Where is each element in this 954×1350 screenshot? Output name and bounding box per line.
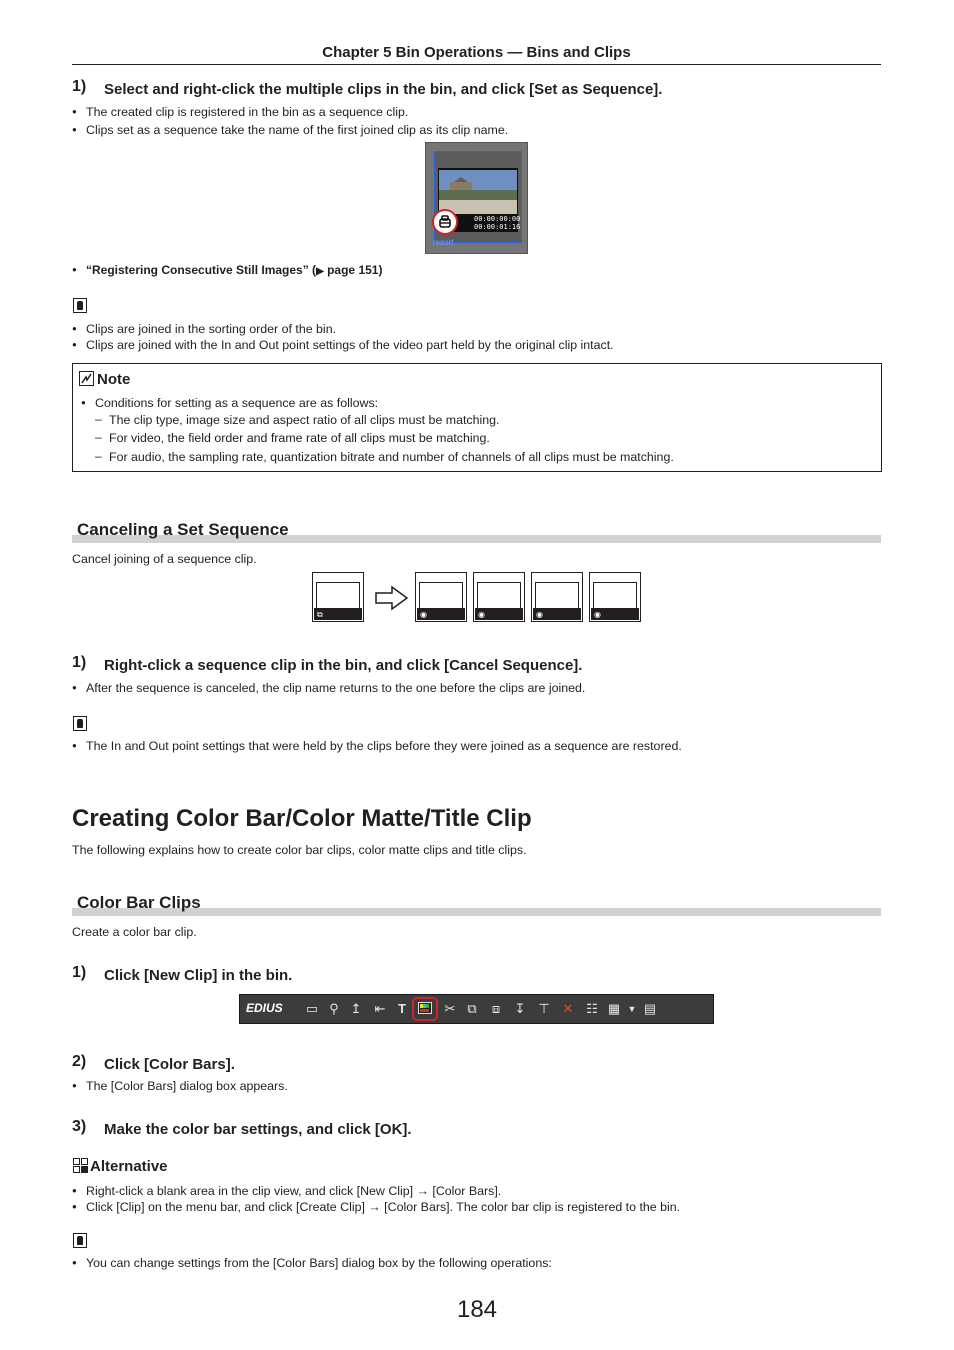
reference-page[interactable]: page 151): [323, 263, 383, 277]
new-clip-icon: [418, 1002, 432, 1014]
page-number: 184: [456, 1296, 498, 1323]
properties-icon[interactable]: ☷: [586, 1001, 598, 1016]
reference-link-text[interactable]: “Registering Consecutive Still Images” (: [86, 263, 317, 277]
note-dash-item: – For audio, the sampling rate, quantization bitrate and number of channels of all clips must be matching.: [95, 450, 674, 464]
new-clip-button[interactable]: [412, 997, 438, 1021]
step-text: Click [New Clip] in the bin.: [104, 967, 293, 984]
bullet-item: ● Clips are joined in the sorting order of the bin.: [72, 321, 336, 337]
sequence-clip-icon: [438, 215, 452, 229]
section-intro: Cancel joining of a sequence clip.: [72, 552, 257, 566]
up-folder-icon[interactable]: ↥: [350, 1001, 362, 1016]
reference-link[interactable]: [72, 262, 382, 280]
timecode-duration: 00:00:01:16: [474, 223, 521, 231]
step-number: 1): [72, 654, 87, 671]
sequence-clip-thumbnail: [312, 572, 364, 622]
bullet-item: ● The [Color Bars] dialog box appears.: [72, 1078, 288, 1094]
bullet-item: ● You can change settings from the [Color Bars] dialog box by the following operations:: [72, 1255, 552, 1271]
camera-icon: ◉: [594, 610, 601, 619]
note-box: [72, 363, 882, 472]
sequence-icon: ⧉: [317, 610, 323, 619]
bin-window-icon[interactable]: ▤: [643, 1001, 657, 1016]
bullet-item: ● Right-click a blank area in the clip view, and click [New Clip] → [Color Bars].: [72, 1183, 501, 1199]
bullet-item: ● Clips are joined with the In and Out point settings of the video part held by the original clip intact.: [72, 337, 614, 353]
delete-icon[interactable]: ✕: [562, 1001, 574, 1016]
note-bullet: ● Conditions for setting as a sequence are as follows:: [81, 395, 378, 411]
bin-toolbar: [239, 994, 714, 1024]
camera-icon: ◉: [420, 610, 427, 619]
step-text: Make the color bar settings, and click [OK].: [104, 1121, 412, 1138]
section-title: Color Bar Clips: [77, 893, 201, 912]
folder-icon[interactable]: ▭: [305, 1001, 319, 1016]
still-clip-thumbnail: [415, 572, 467, 622]
section-intro: Create a color bar clip.: [72, 925, 197, 939]
still-clip-thumbnail: [531, 572, 583, 622]
camera-icon: ◉: [536, 610, 543, 619]
paste-icon[interactable]: ⧈: [491, 1001, 501, 1016]
note-dash-item: – The clip type, image size and aspect ratio of all clips must be matching.: [95, 413, 500, 427]
header-rule: [72, 64, 881, 65]
tip-icon: [73, 298, 87, 313]
add-clip-icon[interactable]: ⇤: [374, 1001, 386, 1016]
note-title: Note: [97, 371, 131, 388]
chevron-down-icon[interactable]: ▼: [627, 1004, 637, 1014]
tip-icon: [73, 716, 87, 731]
step-number: 1): [72, 964, 87, 981]
timecode-in: 00:00:00:00: [474, 215, 521, 223]
step-text: Select and right-click the multiple clips in the bin, and click [Set as Sequence].: [104, 81, 663, 98]
chapter-header: Chapter 5 Bin Operations — Bins and Clips: [322, 44, 631, 61]
bullet-item: ● The created clip is registered in the bin as a sequence clip.: [72, 104, 408, 120]
page-arrow-icon: ▶: [316, 266, 324, 277]
note-dash-item: – For video, the field order and frame rate of all clips must be matching.: [95, 431, 490, 445]
cut-icon[interactable]: ✂: [444, 1001, 456, 1016]
bullet-item: ● Click [Clip] on the menu bar, and click [Create Clip] → [Color Bars]. The color bar clip is registered to the bin.: [72, 1199, 680, 1215]
search-icon[interactable]: ⚲: [329, 1001, 339, 1016]
camera-icon: ◉: [478, 610, 485, 619]
step-number: 2): [72, 1053, 87, 1070]
view-mode-icon[interactable]: ▦: [607, 1001, 621, 1016]
step-text: Click [Color Bars].: [104, 1056, 235, 1073]
still-clip-thumbnail: [589, 572, 641, 622]
bullet-item: ● Clips set as a sequence take the name of the first joined clip as its clip name.: [72, 122, 508, 138]
page-title: Creating Color Bar/Color Matte/Title Clip: [72, 805, 532, 832]
copy-icon[interactable]: ⧉: [467, 1001, 477, 1016]
tip-icon: [73, 1233, 87, 1248]
section-intro: The following explains how to create color bar clips, color matte clips and title clips.: [72, 843, 527, 857]
bullet-item: ● After the sequence is canceled, the clip name returns to the one before the clips are joined.: [72, 680, 585, 696]
still-clip-thumbnail: [473, 572, 525, 622]
arrow-right-icon: [374, 585, 410, 611]
section-title: Canceling a Set Sequence: [77, 520, 289, 539]
clip-name: resort: [433, 238, 454, 247]
step-text: Right-click a sequence clip in the bin, and click [Cancel Sequence].: [104, 657, 583, 674]
sequence-icon-highlight: [432, 209, 458, 235]
title-icon[interactable]: T: [398, 1001, 406, 1016]
add-to-player-icon[interactable]: ↧: [514, 1001, 526, 1016]
alternative-icon: [73, 1158, 88, 1173]
clip-timecodes: [474, 215, 520, 231]
note-icon: [79, 371, 94, 386]
alternative-title: Alternative: [90, 1158, 168, 1175]
sequence-clip-image: [425, 142, 528, 254]
edius-logo: EDIUS: [246, 1001, 283, 1015]
step-number: 3): [72, 1118, 87, 1135]
step-number: 1): [72, 78, 87, 95]
bullet-item: ● The In and Out point settings that were held by the clips before they were joined as a sequence are restored.: [72, 738, 682, 754]
add-to-timeline-icon[interactable]: ⊤: [538, 1001, 550, 1016]
